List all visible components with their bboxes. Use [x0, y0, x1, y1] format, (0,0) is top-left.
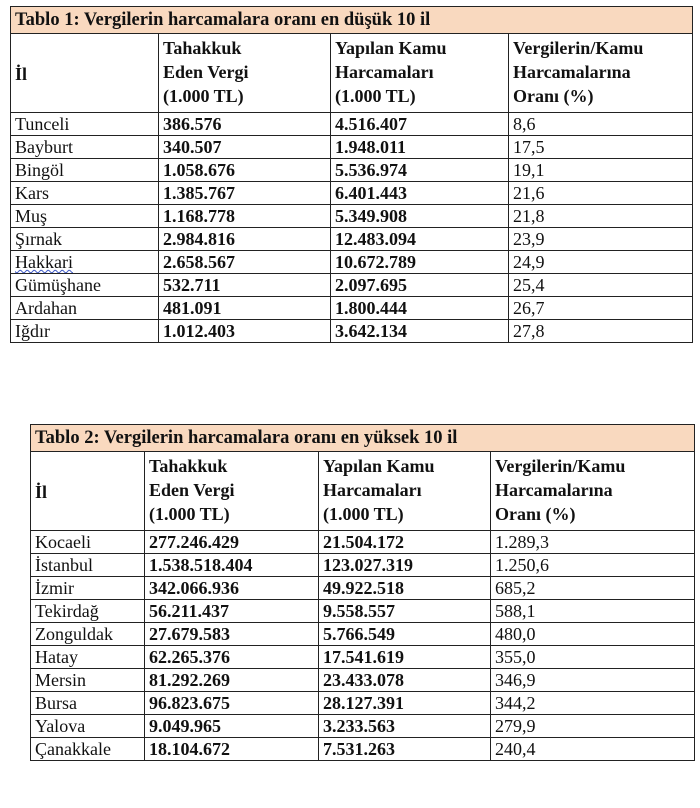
cell-harcama: 5.349.908 [331, 205, 509, 228]
cell-harcama: 6.401.443 [331, 182, 509, 205]
table-row [31, 646, 695, 669]
header-il: İl [11, 34, 159, 113]
cell-il: Kocaeli [31, 531, 145, 554]
table-1-title: Tablo 1: Vergilerin harcamalara oranı en düşük 10 il [11, 7, 693, 34]
cell-harcama: 49.922.518 [319, 577, 491, 600]
table-1 [10, 6, 693, 343]
cell-harcama: 21.504.172 [319, 531, 491, 554]
table-row [11, 205, 693, 228]
table-row [11, 113, 693, 136]
cell-il [11, 251, 159, 274]
header-vergi: Tahakkuk Eden Vergi (1.000 TL) [159, 34, 331, 113]
cell-oran: 8,6 [509, 113, 693, 136]
cell-il: Ardahan [11, 297, 159, 320]
cell-vergi: 2.658.567 [159, 251, 331, 274]
header-vergi: Tahakkuk Eden Vergi (1.000 TL) [145, 452, 319, 531]
cell-vergi: 481.091 [159, 297, 331, 320]
table-row [11, 228, 693, 251]
cell-il: Tekirdağ [31, 600, 145, 623]
cell-vergi: 1.385.767 [159, 182, 331, 205]
cell-oran: 344,2 [491, 692, 695, 715]
table-row [11, 297, 693, 320]
cell-oran: 685,2 [491, 577, 695, 600]
cell-oran: 240,4 [491, 738, 695, 761]
cell-vergi: 27.679.583 [145, 623, 319, 646]
cell-il: Çanakkale [31, 738, 145, 761]
cell-oran: 26,7 [509, 297, 693, 320]
cell-harcama: 28.127.391 [319, 692, 491, 715]
cell-vergi: 1.012.403 [159, 320, 331, 343]
cell-il: Muş [11, 205, 159, 228]
cell-harcama: 5.536.974 [331, 159, 509, 182]
cell-oran: 355,0 [491, 646, 695, 669]
cell-oran: 346,9 [491, 669, 695, 692]
cell-harcama: 7.531.263 [319, 738, 491, 761]
cell-vergi: 2.984.816 [159, 228, 331, 251]
table-row [31, 554, 695, 577]
cell-vergi: 532.711 [159, 274, 331, 297]
cell-harcama: 3.642.134 [331, 320, 509, 343]
cell-il: Hatay [31, 646, 145, 669]
cell-vergi: 81.292.269 [145, 669, 319, 692]
table-2-title: Tablo 2: Vergilerin harcamalara oranı en yüksek 10 il [31, 425, 695, 452]
header-harcama: Yapılan Kamu Harcamaları (1.000 TL) [331, 34, 509, 113]
table-2 [30, 424, 695, 761]
cell-oran: 588,1 [491, 600, 695, 623]
cell-harcama: 23.433.078 [319, 669, 491, 692]
table-row [11, 182, 693, 205]
cell-il: İstanbul [31, 554, 145, 577]
cell-oran: 27,8 [509, 320, 693, 343]
cell-harcama: 123.027.319 [319, 554, 491, 577]
cell-oran: 1.289,3 [491, 531, 695, 554]
cell-il: Mersin [31, 669, 145, 692]
table-row [31, 692, 695, 715]
header-oran: Vergilerin/Kamu Harcamalarına Oranı (%) [509, 34, 693, 113]
cell-oran: 1.250,6 [491, 554, 695, 577]
cell-harcama: 4.516.407 [331, 113, 509, 136]
cell-il: Iğdır [11, 320, 159, 343]
cell-il: Şırnak [11, 228, 159, 251]
spellcheck-underline: Hakkari [15, 252, 73, 272]
cell-vergi: 9.049.965 [145, 715, 319, 738]
cell-harcama: 9.558.557 [319, 600, 491, 623]
cell-harcama: 3.233.563 [319, 715, 491, 738]
table-row [31, 577, 695, 600]
cell-harcama: 5.766.549 [319, 623, 491, 646]
cell-vergi: 342.066.936 [145, 577, 319, 600]
table-row [11, 136, 693, 159]
cell-oran: 21,6 [509, 182, 693, 205]
cell-vergi: 56.211.437 [145, 600, 319, 623]
table-row [11, 251, 693, 274]
cell-harcama: 1.948.011 [331, 136, 509, 159]
cell-vergi: 386.576 [159, 113, 331, 136]
cell-oran: 17,5 [509, 136, 693, 159]
cell-oran: 21,8 [509, 205, 693, 228]
table-row [11, 274, 693, 297]
table-2-header-row [31, 452, 695, 531]
table-row [31, 623, 695, 646]
cell-harcama: 2.097.695 [331, 274, 509, 297]
cell-vergi: 1.058.676 [159, 159, 331, 182]
cell-oran: 23,9 [509, 228, 693, 251]
cell-vergi: 1.168.778 [159, 205, 331, 228]
table-row [31, 600, 695, 623]
header-oran: Vergilerin/Kamu Harcamalarına Oranı (%) [491, 452, 695, 531]
cell-vergi: 62.265.376 [145, 646, 319, 669]
header-il: İl [31, 452, 145, 531]
cell-vergi: 277.246.429 [145, 531, 319, 554]
cell-harcama: 1.800.444 [331, 297, 509, 320]
cell-il: Tunceli [11, 113, 159, 136]
cell-il: Bursa [31, 692, 145, 715]
cell-vergi: 340.507 [159, 136, 331, 159]
cell-harcama: 12.483.094 [331, 228, 509, 251]
cell-oran: 480,0 [491, 623, 695, 646]
cell-il: Kars [11, 182, 159, 205]
cell-il: Bayburt [11, 136, 159, 159]
table-row [31, 531, 695, 554]
table-row [31, 738, 695, 761]
cell-oran: 279,9 [491, 715, 695, 738]
table-row [31, 715, 695, 738]
table-1-header-row [11, 34, 693, 113]
header-harcama: Yapılan Kamu Harcamaları (1.000 TL) [319, 452, 491, 531]
cell-il: Zonguldak [31, 623, 145, 646]
cell-harcama: 17.541.619 [319, 646, 491, 669]
cell-harcama: 10.672.789 [331, 251, 509, 274]
cell-oran: 24,9 [509, 251, 693, 274]
cell-il: Yalova [31, 715, 145, 738]
cell-vergi: 18.104.672 [145, 738, 319, 761]
table-row [31, 669, 695, 692]
cell-il: Bingöl [11, 159, 159, 182]
cell-oran: 19,1 [509, 159, 693, 182]
cell-oran: 25,4 [509, 274, 693, 297]
cell-vergi: 96.823.675 [145, 692, 319, 715]
cell-il: İzmir [31, 577, 145, 600]
table-row [11, 159, 693, 182]
cell-il: Gümüşhane [11, 274, 159, 297]
table-row [11, 320, 693, 343]
cell-vergi: 1.538.518.404 [145, 554, 319, 577]
